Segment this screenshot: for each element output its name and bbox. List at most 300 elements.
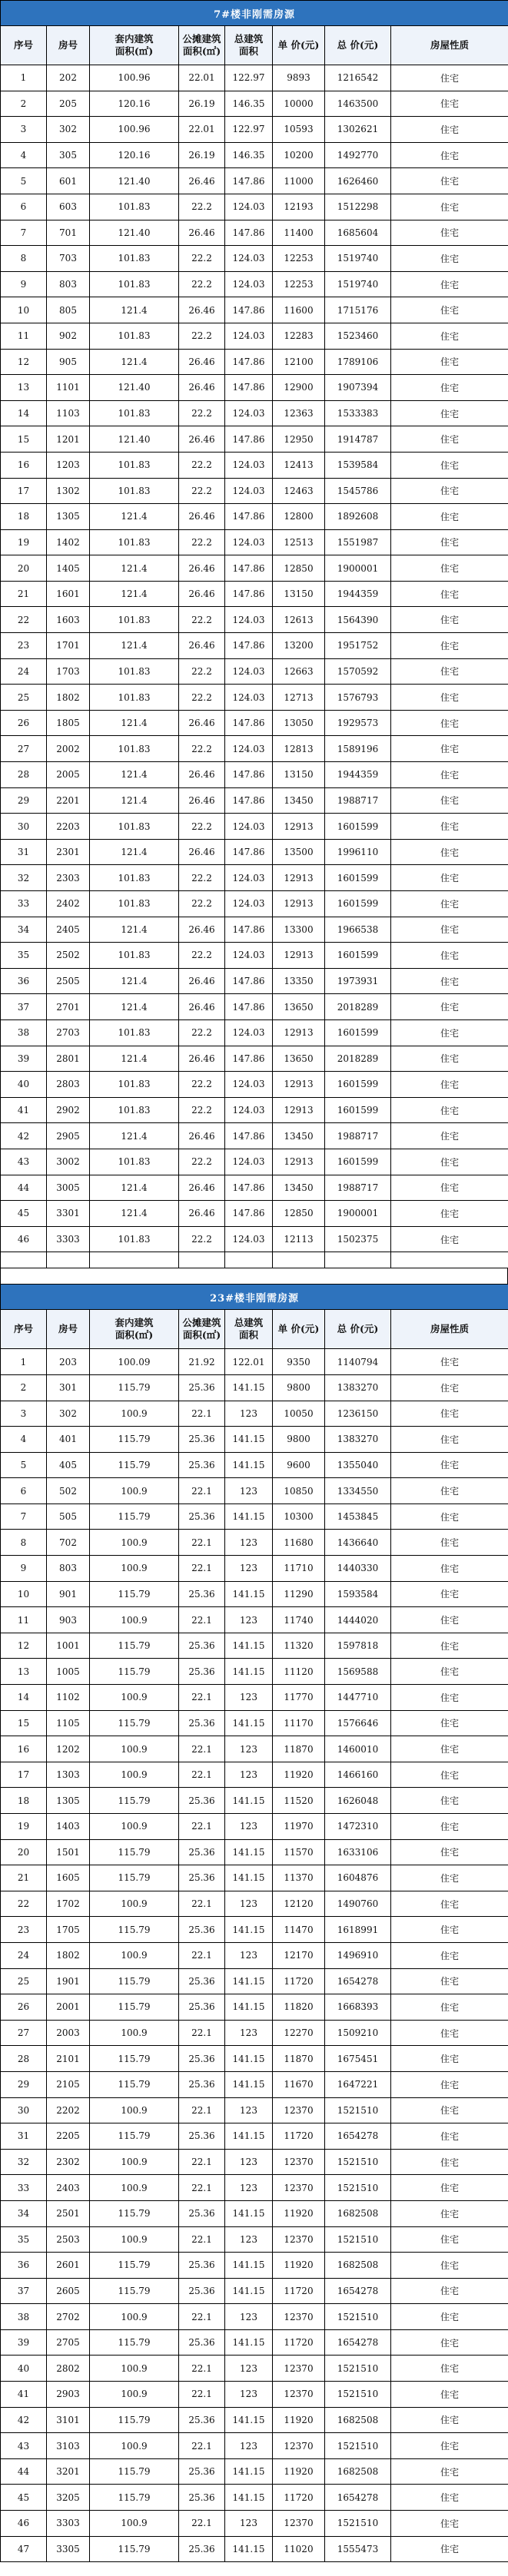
table-cell: 14 — [1, 400, 47, 426]
table-cell: 住宅 — [391, 504, 508, 530]
table-cell: 住宅 — [391, 1814, 508, 1840]
table-row — [1, 1942, 508, 1968]
blank-cell — [90, 1252, 179, 1268]
table-cell: 22.1 — [179, 2382, 225, 2408]
table-cell: 住宅 — [391, 839, 508, 865]
table-cell: 住宅 — [391, 1427, 508, 1453]
table-cell: 住宅 — [391, 658, 508, 685]
table-cell: 10593 — [273, 117, 325, 143]
table-cell: 1460010 — [325, 1736, 391, 1762]
table-cell: 147.86 — [225, 1201, 273, 1227]
table-row — [1, 2071, 508, 2097]
table-cell: 26.46 — [179, 762, 225, 788]
table-cell: 25.36 — [179, 2278, 225, 2304]
table-cell: 11 — [1, 1607, 47, 1633]
table-cell: 22.1 — [179, 2304, 225, 2330]
table-row — [1, 426, 508, 453]
table-cell: 123 — [225, 2097, 273, 2123]
table-cell: 1539584 — [325, 452, 391, 478]
table-cell: 703 — [47, 246, 90, 272]
table-cell: 2 — [1, 1374, 47, 1401]
table-cell: 1509210 — [325, 2020, 391, 2046]
table-cell: 22.1 — [179, 2020, 225, 2046]
table-cell: 26.46 — [179, 839, 225, 865]
table-cell: 147.86 — [225, 297, 273, 323]
table-cell: 9893 — [273, 65, 325, 91]
table-cell: 25.36 — [179, 2407, 225, 2433]
table-row — [1, 1374, 508, 1401]
table-cell: 1996110 — [325, 839, 391, 865]
table-cell: 1005 — [47, 1659, 90, 1685]
table-cell: 141.15 — [225, 1994, 273, 2021]
table-cell: 10 — [1, 1581, 47, 1607]
table-cell: 11770 — [273, 1685, 325, 1711]
table-row — [1, 787, 508, 814]
building-23-table — [0, 1284, 508, 2562]
table-cell: 22.1 — [179, 1685, 225, 1711]
table-cell: 35 — [1, 943, 47, 969]
table-cell: 147.86 — [225, 555, 273, 582]
table-cell: 22.1 — [179, 1556, 225, 1582]
table-cell: 100.9 — [90, 1762, 179, 1788]
table-cell: 1603 — [47, 607, 90, 633]
table-row — [1, 839, 508, 865]
table-cell: 1201 — [47, 426, 90, 453]
table-cell: 101.83 — [90, 271, 179, 297]
table-cell: 121.4 — [90, 710, 179, 736]
table-cell: 1892608 — [325, 504, 391, 530]
table-row — [1, 1788, 508, 1814]
table-cell: 1654278 — [325, 2329, 391, 2356]
table-row — [1, 91, 508, 117]
table-cell: 205 — [47, 91, 90, 117]
table-row — [1, 2458, 508, 2485]
table-cell: 2701 — [47, 994, 90, 1020]
table-cell: 122.97 — [225, 117, 273, 143]
table-cell: 22.2 — [179, 736, 225, 762]
table-cell: 124.03 — [225, 685, 273, 711]
table-cell: 住宅 — [391, 1201, 508, 1227]
table-cell: 9600 — [273, 1452, 325, 1478]
table-cell: 141.15 — [225, 1865, 273, 1891]
table-row — [1, 2304, 508, 2330]
table-cell: 16 — [1, 452, 47, 478]
table-cell: 1472310 — [325, 1814, 391, 1840]
table-cell: 1570592 — [325, 658, 391, 685]
table-cell: 124.03 — [225, 529, 273, 555]
table-cell: 22.01 — [179, 117, 225, 143]
table-row — [1, 1814, 508, 1840]
table-cell: 3005 — [47, 1175, 90, 1201]
table-cell: 1805 — [47, 710, 90, 736]
table-cell: 2503 — [47, 2226, 90, 2253]
table-cell: 101.83 — [90, 658, 179, 685]
column-header: 套内建筑 面积(㎡) — [90, 1310, 179, 1349]
table-cell: 123 — [225, 2020, 273, 2046]
table-cell: 12363 — [273, 400, 325, 426]
table-cell: 46 — [1, 1226, 47, 1252]
table-cell: 住宅 — [391, 2433, 508, 2459]
column-header: 总建筑 面积 — [225, 26, 273, 65]
table-row — [1, 762, 508, 788]
table-cell: 36 — [1, 968, 47, 994]
table-cell: 12413 — [273, 452, 325, 478]
table-cell: 12513 — [273, 529, 325, 555]
table-cell: 115.79 — [90, 1865, 179, 1891]
table-cell: 123 — [225, 2149, 273, 2175]
table-cell: 29 — [1, 2071, 47, 2097]
table-cell: 22.2 — [179, 814, 225, 840]
table-row — [1, 2485, 508, 2511]
table-cell: 住宅 — [391, 297, 508, 323]
table-cell: 11 — [1, 323, 47, 349]
table-cell: 146.35 — [225, 91, 273, 117]
table-row — [1, 2356, 508, 2382]
table-cell: 12370 — [273, 2511, 325, 2537]
table-cell: 115.79 — [90, 1427, 179, 1453]
table-cell: 住宅 — [391, 1736, 508, 1762]
table-cell: 22.2 — [179, 865, 225, 891]
table-cell: 115.79 — [90, 2123, 179, 2150]
table-cell: 1705 — [47, 1917, 90, 1943]
table-cell: 22.1 — [179, 2356, 225, 2382]
table-cell: 1907394 — [325, 375, 391, 401]
table-cell: 1988717 — [325, 787, 391, 814]
table-cell: 124.03 — [225, 891, 273, 917]
table-cell: 1944359 — [325, 581, 391, 607]
table-cell: 147.86 — [225, 375, 273, 401]
table-cell: 住宅 — [391, 1917, 508, 1943]
table-cell: 141.15 — [225, 1839, 273, 1865]
table-cell: 住宅 — [391, 762, 508, 788]
table-cell: 12900 — [273, 375, 325, 401]
table-cell: 2601 — [47, 2253, 90, 2279]
table-cell: 147.86 — [225, 426, 273, 453]
table-cell: 12120 — [273, 1891, 325, 1917]
table-cell: 10000 — [273, 91, 325, 117]
table-cell: 2202 — [47, 2097, 90, 2123]
table-cell: 1436640 — [325, 1530, 391, 1556]
table-cell: 100.9 — [90, 2020, 179, 2046]
table-cell: 12370 — [273, 2175, 325, 2201]
table-cell: 住宅 — [391, 323, 508, 349]
table-cell: 147.86 — [225, 220, 273, 246]
table-row — [1, 2536, 508, 2562]
table-row — [1, 452, 508, 478]
table-cell: 121.4 — [90, 1046, 179, 1072]
table-cell: 1140794 — [325, 1349, 391, 1375]
table-cell: 124.03 — [225, 246, 273, 272]
table-gap — [0, 1268, 508, 1284]
table-cell: 123 — [225, 2356, 273, 2382]
table-cell: 141.15 — [225, 1374, 273, 1401]
table-cell: 25.36 — [179, 2458, 225, 2485]
table-cell: 11920 — [273, 2253, 325, 2279]
table-row — [1, 297, 508, 323]
table-cell: 141.15 — [225, 2278, 273, 2304]
table-row — [1, 2329, 508, 2356]
table-cell: 26 — [1, 710, 47, 736]
table-cell: 22.2 — [179, 271, 225, 297]
table-cell: 住宅 — [391, 2097, 508, 2123]
table-cell: 12913 — [273, 865, 325, 891]
table-cell: 1966538 — [325, 917, 391, 943]
table-cell: 121.4 — [90, 917, 179, 943]
table-cell: 100.9 — [90, 2175, 179, 2201]
table-cell: 住宅 — [391, 2407, 508, 2433]
table-cell: 305 — [47, 142, 90, 168]
table-cell: 100.9 — [90, 1814, 179, 1840]
table-cell: 121.4 — [90, 633, 179, 659]
table-row — [1, 246, 508, 272]
table-cell: 住宅 — [391, 375, 508, 401]
table-cell: 123 — [225, 2382, 273, 2408]
table-cell: 124.03 — [225, 271, 273, 297]
table-cell: 33 — [1, 891, 47, 917]
table-row — [1, 529, 508, 555]
table-cell: 123 — [225, 2226, 273, 2253]
table-cell: 8 — [1, 246, 47, 272]
table-cell: 100.9 — [90, 2433, 179, 2459]
table-cell: 22.2 — [179, 685, 225, 711]
table-cell: 住宅 — [391, 220, 508, 246]
table-cell: 10 — [1, 297, 47, 323]
table-cell: 住宅 — [391, 1762, 508, 1788]
table-cell: 住宅 — [391, 2149, 508, 2175]
table-row — [1, 581, 508, 607]
table-cell: 115.79 — [90, 1659, 179, 1685]
table-cell: 147.86 — [225, 1123, 273, 1149]
table-cell: 11720 — [273, 2485, 325, 2511]
table-cell: 100.9 — [90, 1736, 179, 1762]
table-cell: 147.86 — [225, 504, 273, 530]
table-cell: 21 — [1, 1865, 47, 1891]
table-cell: 2402 — [47, 891, 90, 917]
table-cell: 1703 — [47, 658, 90, 685]
table-cell: 124.03 — [225, 452, 273, 478]
table-cell: 住宅 — [391, 787, 508, 814]
table-cell: 45 — [1, 1201, 47, 1227]
table-cell: 147.86 — [225, 633, 273, 659]
column-header: 序号 — [1, 1310, 47, 1349]
table-title-row — [1, 1285, 508, 1310]
table-cell: 115.79 — [90, 1839, 179, 1865]
table-header-row — [1, 26, 508, 65]
table-cell: 100.9 — [90, 1401, 179, 1427]
table-cell: 35 — [1, 2226, 47, 2253]
table-cell: 住宅 — [391, 1226, 508, 1252]
table-cell: 住宅 — [391, 2511, 508, 2537]
table-cell: 12193 — [273, 194, 325, 220]
table-cell: 2605 — [47, 2278, 90, 2304]
table-cell: 11120 — [273, 1659, 325, 1685]
table-cell: 住宅 — [391, 1710, 508, 1736]
table-cell: 26.46 — [179, 555, 225, 582]
table-cell: 121.4 — [90, 1123, 179, 1149]
table-cell: 120.16 — [90, 142, 179, 168]
table-cell: 141.15 — [225, 2123, 273, 2150]
table-cell: 147.86 — [225, 168, 273, 194]
table-cell: 124.03 — [225, 194, 273, 220]
table-title-row — [1, 1, 508, 26]
table-cell: 3301 — [47, 1201, 90, 1227]
table-cell: 45 — [1, 2485, 47, 2511]
table-cell: 22.2 — [179, 943, 225, 969]
table-cell: 25.36 — [179, 1427, 225, 1453]
table-cell: 9 — [1, 1556, 47, 1582]
table-cell: 2703 — [47, 1019, 90, 1046]
table-row — [1, 1530, 508, 1556]
table-cell: 12 — [1, 349, 47, 375]
table-cell: 121.40 — [90, 220, 179, 246]
table-cell: 9800 — [273, 1374, 325, 1401]
table-cell: 121.4 — [90, 555, 179, 582]
table-cell: 147.86 — [225, 1046, 273, 1072]
column-header: 房号 — [47, 1310, 90, 1349]
table-cell: 26.19 — [179, 91, 225, 117]
table-row — [1, 2123, 508, 2150]
table-cell: 44 — [1, 2458, 47, 2485]
table-cell: 12663 — [273, 658, 325, 685]
table-cell: 124.03 — [225, 658, 273, 685]
table-cell: 101.83 — [90, 1226, 179, 1252]
table-cell: 住宅 — [391, 865, 508, 891]
table-cell: 1576793 — [325, 685, 391, 711]
table-cell: 115.79 — [90, 1374, 179, 1401]
table-cell: 13 — [1, 375, 47, 401]
table-cell: 37 — [1, 994, 47, 1020]
table-row — [1, 1149, 508, 1175]
table-cell: 2803 — [47, 1072, 90, 1098]
column-header: 序号 — [1, 26, 47, 65]
table-cell: 301 — [47, 1374, 90, 1401]
table-cell: 22.1 — [179, 2175, 225, 2201]
table-cell: 101.83 — [90, 865, 179, 891]
table-cell: 25.36 — [179, 1659, 225, 1685]
table-cell: 1601599 — [325, 891, 391, 917]
blank-cell — [1, 1252, 47, 1268]
table-cell: 1900001 — [325, 1201, 391, 1227]
table-row — [1, 2278, 508, 2304]
table-cell: 6 — [1, 1478, 47, 1504]
table-cell: 141.15 — [225, 2458, 273, 2485]
table-cell: 住宅 — [391, 2020, 508, 2046]
table-row — [1, 2511, 508, 2537]
table-cell: 905 — [47, 349, 90, 375]
table-cell: 12913 — [273, 891, 325, 917]
table-cell: 27 — [1, 2020, 47, 2046]
table-cell: 1101 — [47, 375, 90, 401]
table-cell: 11870 — [273, 2046, 325, 2072]
table-row — [1, 1123, 508, 1149]
table-cell: 住宅 — [391, 891, 508, 917]
table-cell: 住宅 — [391, 2046, 508, 2072]
table-cell: 2002 — [47, 736, 90, 762]
table-cell: 住宅 — [391, 2226, 508, 2253]
table-cell: 11820 — [273, 1994, 325, 2021]
table-cell: 121.40 — [90, 375, 179, 401]
table-cell: 25.36 — [179, 1452, 225, 1478]
table-cell: 141.15 — [225, 2071, 273, 2097]
table-cell: 1521510 — [325, 2097, 391, 2123]
table-cell: 11290 — [273, 1581, 325, 1607]
table-cell: 147.86 — [225, 710, 273, 736]
table-cell: 1601599 — [325, 1019, 391, 1046]
table-cell: 11870 — [273, 1736, 325, 1762]
table-cell: 11920 — [273, 1762, 325, 1788]
table-cell: 2003 — [47, 2020, 90, 2046]
table-cell: 住宅 — [391, 1659, 508, 1685]
table-cell: 11720 — [273, 2278, 325, 2304]
table-cell: 1682508 — [325, 2407, 391, 2433]
table-cell: 101.83 — [90, 1019, 179, 1046]
table-cell: 12100 — [273, 349, 325, 375]
table-cell: 1576646 — [325, 1710, 391, 1736]
table-cell: 住宅 — [391, 2175, 508, 2201]
table-cell: 1569588 — [325, 1659, 391, 1685]
table-cell: 1988717 — [325, 1123, 391, 1149]
table-cell: 1405 — [47, 555, 90, 582]
table-title: 23#楼非刚需房源 — [1, 1285, 508, 1310]
table-cell: 9800 — [273, 1427, 325, 1453]
table-cell: 11170 — [273, 1710, 325, 1736]
table-cell: 26.46 — [179, 1201, 225, 1227]
table-cell: 124.03 — [225, 1226, 273, 1252]
table-cell: 42 — [1, 1123, 47, 1149]
table-cell: 13500 — [273, 839, 325, 865]
table-cell: 13150 — [273, 762, 325, 788]
table-cell: 11720 — [273, 1968, 325, 1994]
table-cell: 30 — [1, 814, 47, 840]
table-cell: 43 — [1, 2433, 47, 2459]
table-cell: 住宅 — [391, 1149, 508, 1175]
table-cell: 124.03 — [225, 323, 273, 349]
table-cell: 121.4 — [90, 762, 179, 788]
table-cell: 住宅 — [391, 1942, 508, 1968]
table-cell: 19 — [1, 529, 47, 555]
table-cell: 住宅 — [391, 917, 508, 943]
table-cell: 26.46 — [179, 1046, 225, 1072]
table-cell: 17 — [1, 478, 47, 504]
table-cell: 141.15 — [225, 1503, 273, 1530]
table-cell: 1601599 — [325, 1097, 391, 1123]
table-row — [1, 1839, 508, 1865]
table-row — [1, 375, 508, 401]
table-cell: 121.4 — [90, 839, 179, 865]
table-cell: 27 — [1, 736, 47, 762]
table-cell: 1682508 — [325, 2200, 391, 2226]
table-cell: 住宅 — [391, 1123, 508, 1149]
table-cell: 2001 — [47, 1994, 90, 2021]
table-cell: 2302 — [47, 2149, 90, 2175]
table-cell: 1682508 — [325, 2253, 391, 2279]
table-cell: 住宅 — [391, 1968, 508, 1994]
table-cell: 住宅 — [391, 1839, 508, 1865]
table-cell: 3303 — [47, 2511, 90, 2537]
table-cell: 1633106 — [325, 1839, 391, 1865]
table-cell: 住宅 — [391, 529, 508, 555]
table-cell: 26.46 — [179, 1175, 225, 1201]
table-row — [1, 2382, 508, 2408]
table-cell: 11400 — [273, 220, 325, 246]
table-cell: 100.9 — [90, 2356, 179, 2382]
table-row — [1, 1097, 508, 1123]
table-cell: 4 — [1, 1427, 47, 1453]
table-cell: 12950 — [273, 426, 325, 453]
table-cell: 1444020 — [325, 1607, 391, 1633]
table-cell: 5 — [1, 168, 47, 194]
blank-cell — [325, 1252, 391, 1268]
